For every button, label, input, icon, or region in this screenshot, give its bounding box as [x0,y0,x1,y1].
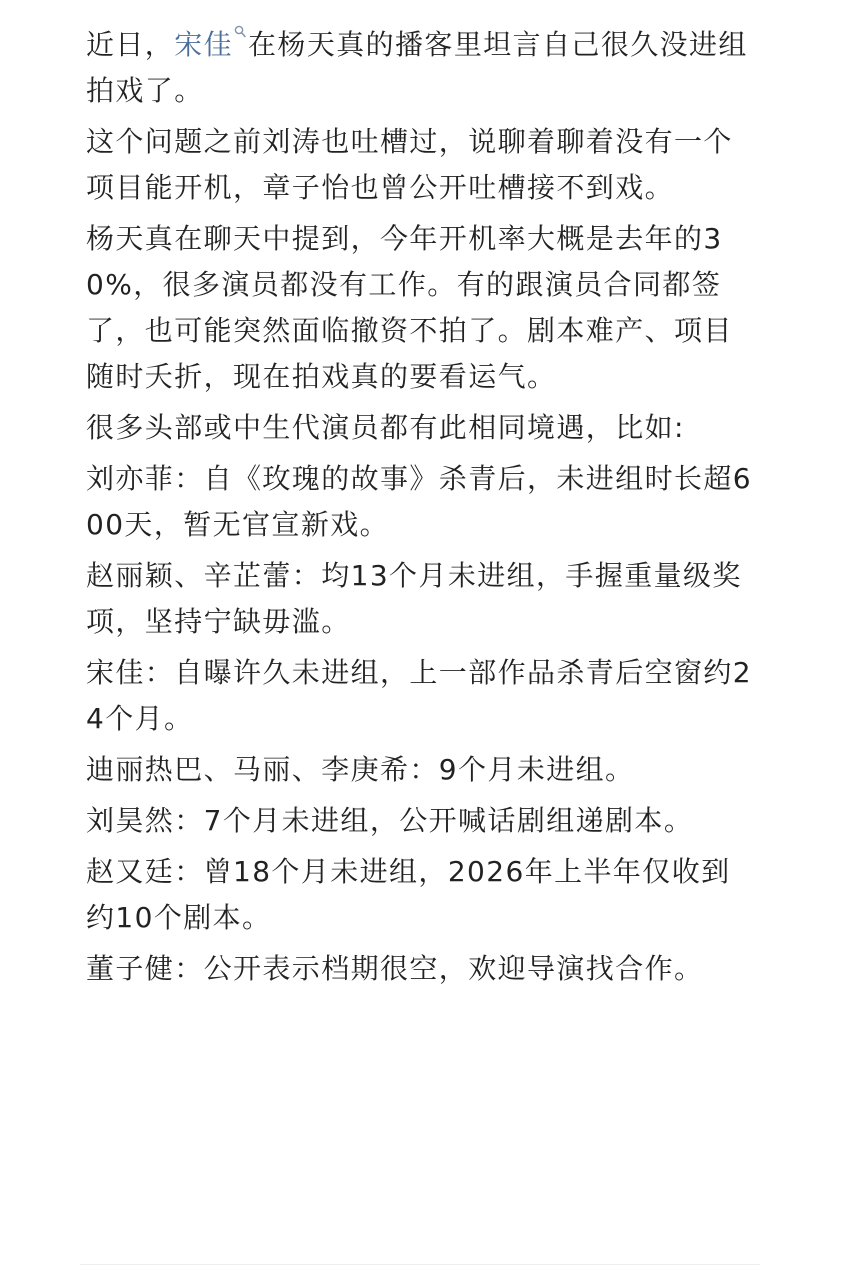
list-item: 宋佳：自曝许久未进组，上一部作品杀青后空窗约24个月。 [86,656,753,735]
intro-prefix: 近日， [86,28,175,61]
divider [80,1264,760,1265]
paragraph-complaints: 这个问题之前刘涛也吐槽过，说聊着聊着没有一个项目能开机，章子怡也曾公开吐槽接不到戏。 [86,125,733,204]
paragraph-examples-intro: 很多头部或中生代演员都有此相同境遇，比如: [86,411,685,444]
mention-link[interactable]: 宋佳 [174,28,234,61]
list-item: 刘亦菲：自《玫瑰的故事》杀青后，未进组时长超600天，暂无官宣新戏。 [86,462,753,541]
list-item: 迪丽热巴、马丽、李庚希：9个月未进组。 [86,753,635,786]
list-item: 赵又廷：曾18个月未进组，2026年上半年仅收到约10个剧本。 [86,855,731,934]
paragraph-industry: 杨天真在聊天中提到，今年开机率大概是去年的30%，很多演员都没有工作。有的跟演员合同都签了，也可能突然面临撤资不拍了。剧本难产、项目随时夭折，现在拍戏真的要看运气。 [86,222,733,393]
search-icon[interactable] [234,6,246,52]
list-item: 刘昊然：7个月未进组，公开喊话剧组递剧本。 [86,804,694,837]
list-item: 董子健：公开表示档期很空，欢迎导演找合作。 [86,952,704,985]
intro-paragraph [86,22,756,114]
post-body [86,22,756,997]
intro-suffix: 在杨天真的播客里坦言自己很久没进组拍戏了。 [86,28,748,107]
list-item: 赵丽颖、辛芷蕾：均13个月未进组，手握重量级奖项，坚持宁缺毋滥。 [86,559,742,638]
